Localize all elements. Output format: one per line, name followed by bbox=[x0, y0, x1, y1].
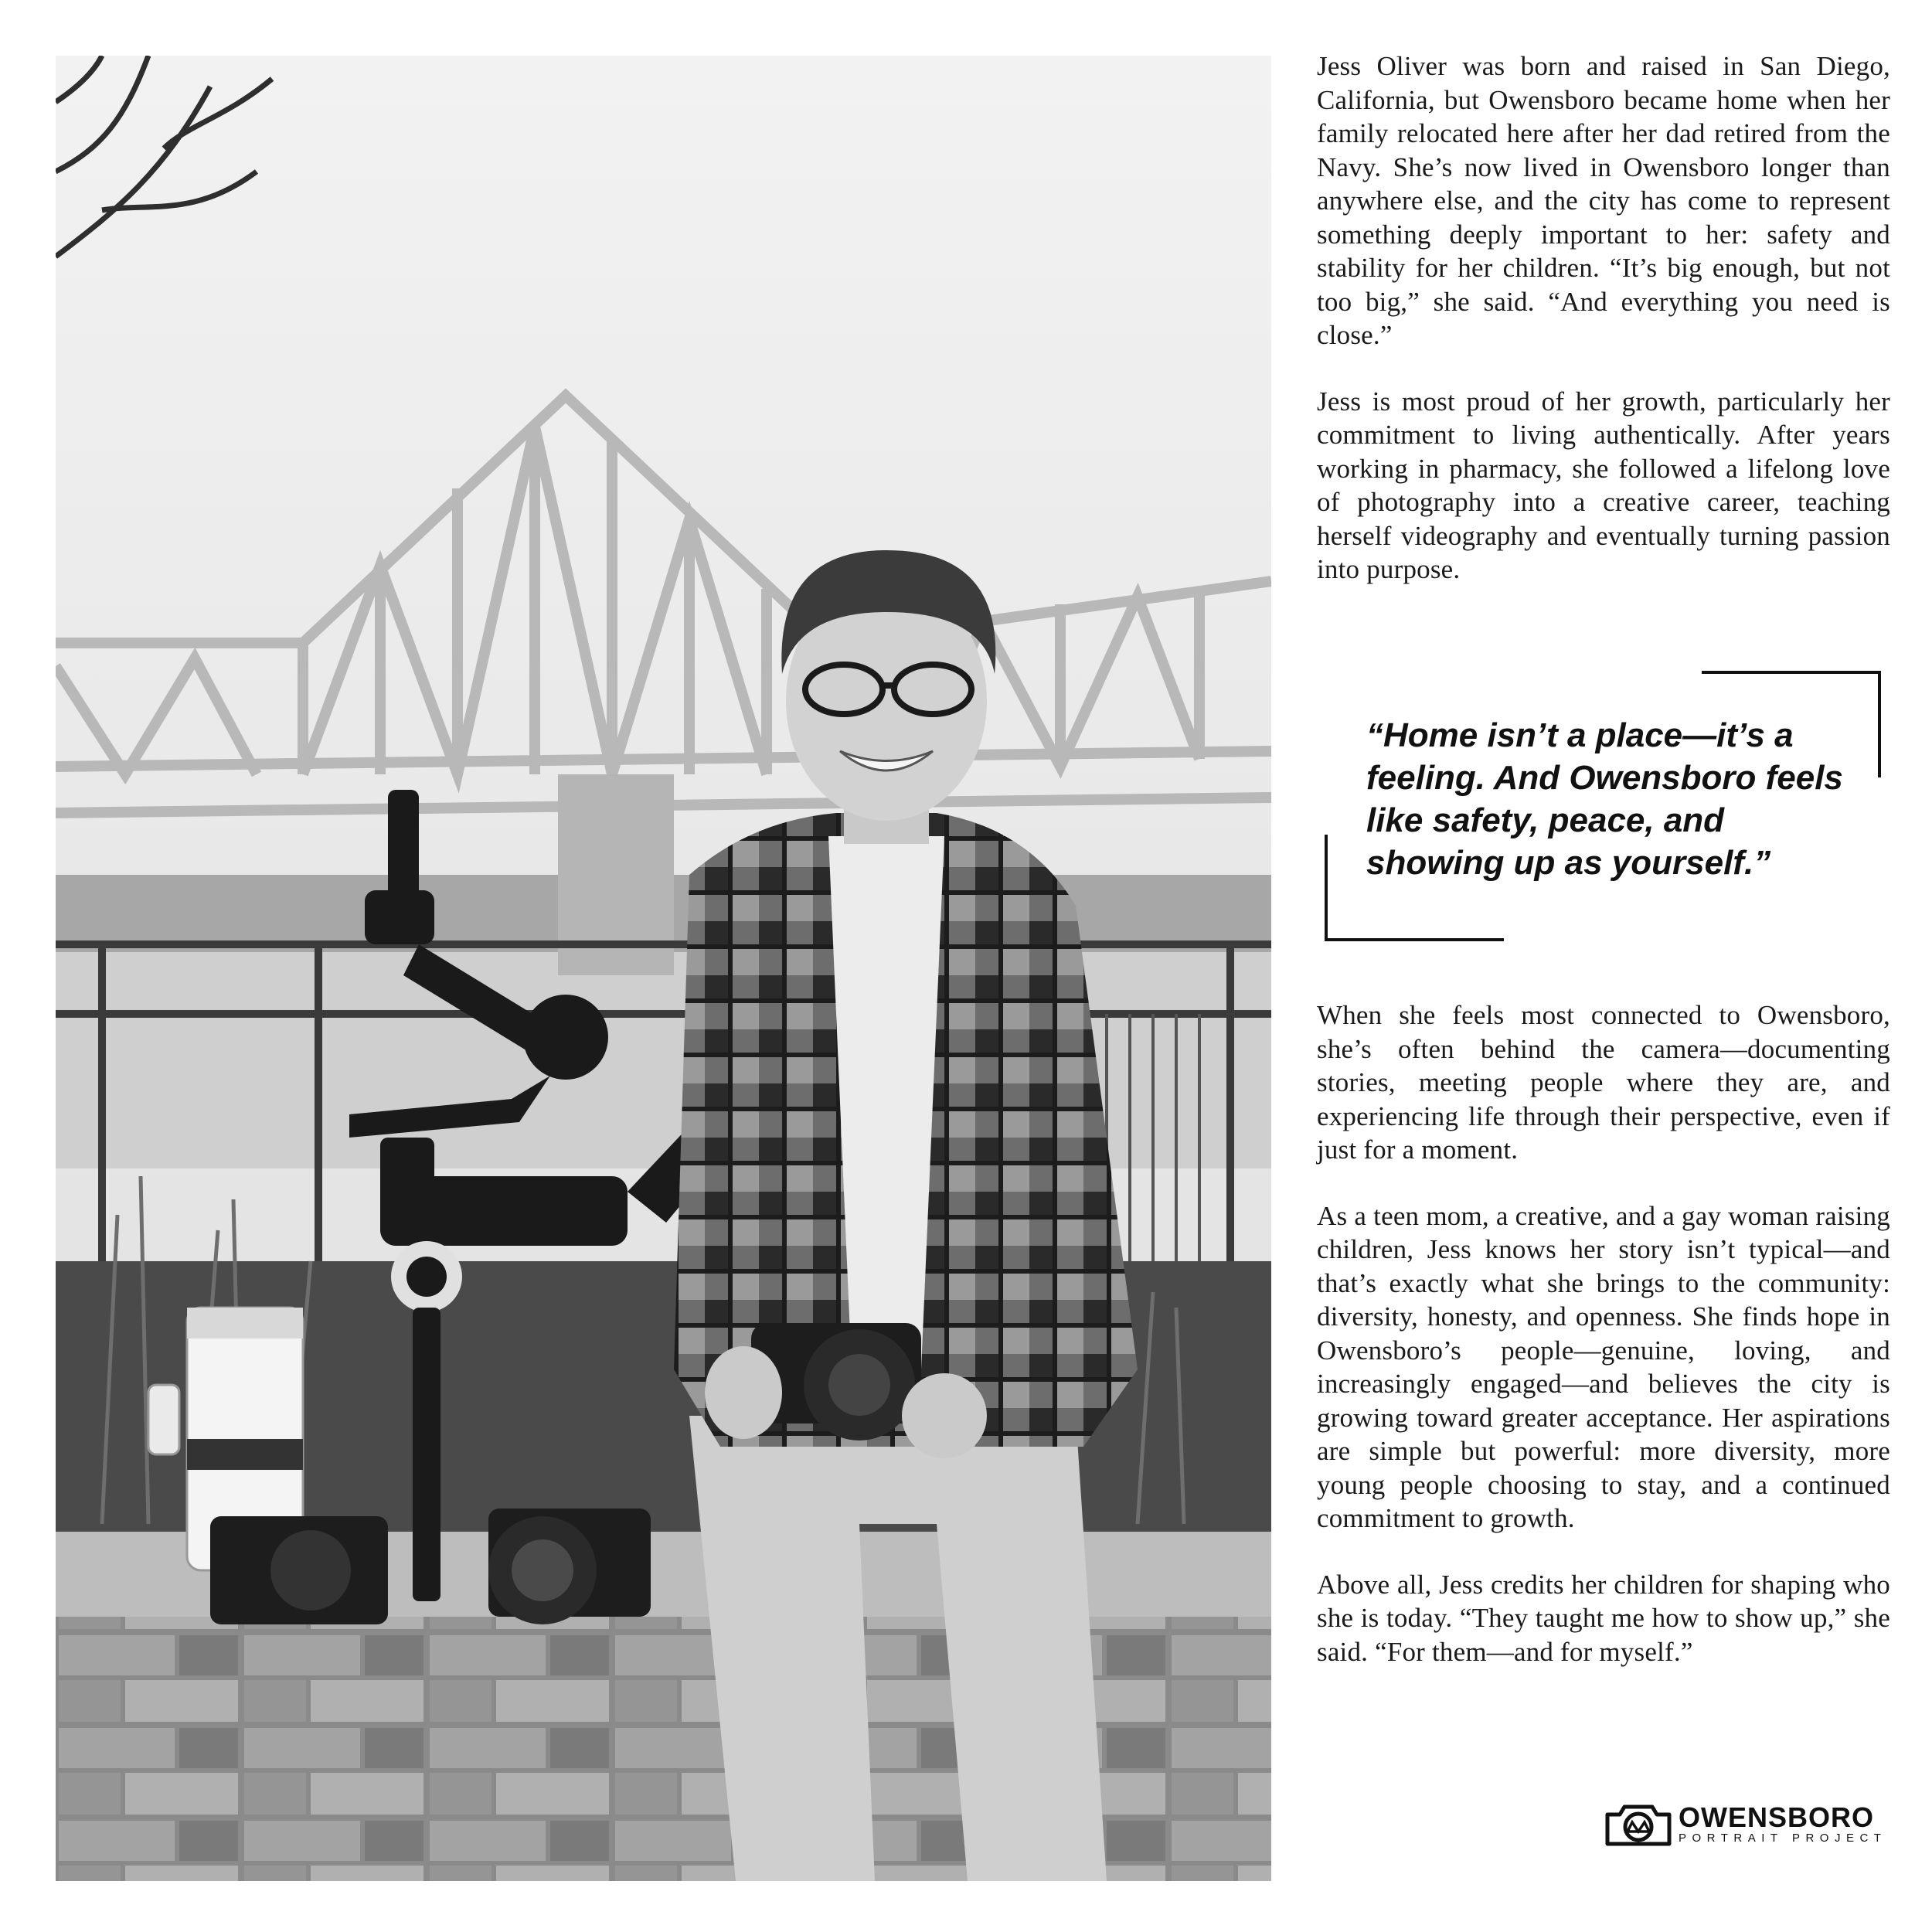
story-top bbox=[1317, 49, 1890, 619]
story-paragraph: When she feels most connected to Owensboro, she’s often behind the camera—documenting stories, meeting people where they are, and experiencing life through their perspective, even if just for a moment. bbox=[1317, 1000, 1890, 1165]
story-bottom bbox=[1317, 998, 1890, 1701]
logo-subtitle: PORTRAIT PROJECT bbox=[1679, 1832, 1887, 1845]
camera-bridge-icon bbox=[1603, 1801, 1674, 1849]
story-paragraph: Jess Oliver was born and raised in San Diego, California, but Owensboro became home when her family relocated here after her dad retired from the Navy. She’s now lived in Owensboro longer than anywhere else, and the city has come to represent something deeply important to her: safety and stability for her children. “It’s big enough, but not too big,” she said. “And everything you need is close.” bbox=[1317, 51, 1890, 350]
logo-name: OWENSBORO bbox=[1679, 1801, 1875, 1833]
story-paragraph: As a teen mom, a creative, and a gay woman raising children, Jess knows her story isn’t typical—and that’s exactly what she brings to the community: diversity, honesty, and openness. She finds hope in Owensboro’s people—genuine, loving, and increasingly engaged—and believes the city is growing toward greater acceptance. Her aspirations are simple but powerful: more diversity, more young people choosing to stay, and a continued commitment to growth. bbox=[1317, 1200, 1890, 1533]
portrait-photo bbox=[56, 56, 1271, 1881]
owensboro-logo bbox=[1603, 1801, 1893, 1849]
story-paragraph: Jess is most proud of her growth, particularly her commitment to living authentically. After years working in pharmacy, she followed a lifelong love of photography into a creative career, teaching herself videography and eventually turning passion into purpose. bbox=[1317, 386, 1890, 584]
story-paragraph: Above all, Jess credits her children for shaping who she is today. “They taught me how to show up,” she said. “For them—and for myself.” bbox=[1317, 1569, 1890, 1667]
pull-quote-text: “Home isn’t a place—it’s a feeling. And Owensboro feels like safety, peace, and showing up as yourself.” bbox=[1366, 716, 1843, 882]
pull-quote bbox=[1325, 671, 1881, 941]
portrait-illustration bbox=[56, 56, 1271, 1881]
